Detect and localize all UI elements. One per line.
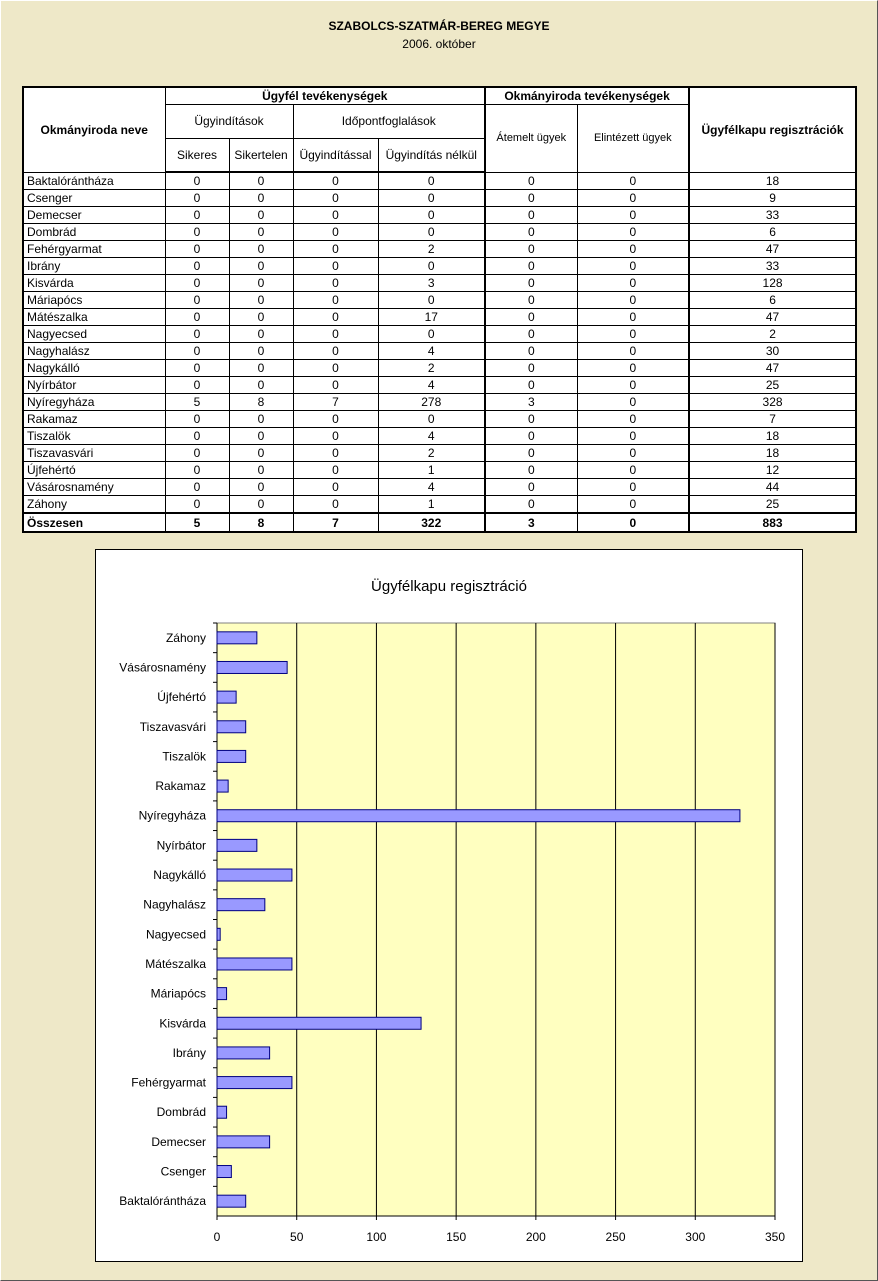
- office-name-cell: Záhony: [23, 496, 165, 514]
- value-cell: 0: [229, 258, 293, 275]
- office-name-cell: Fehérgyarmat: [23, 241, 165, 258]
- value-cell: 0: [577, 411, 689, 428]
- value-cell: 0: [229, 172, 293, 190]
- value-cell: 0: [165, 172, 229, 190]
- bar: [217, 1047, 270, 1059]
- chart-title: Ügyfélkapu regisztráció: [371, 578, 527, 595]
- value-cell: 8: [229, 513, 293, 532]
- y-category-label: Mátészalka: [145, 956, 206, 971]
- value-cell: 0: [485, 275, 577, 292]
- bar: [217, 1077, 292, 1089]
- header-office-activities: Okmányiroda tevékenységek: [485, 87, 689, 104]
- value-cell: 0: [293, 326, 378, 343]
- table-row: [23, 326, 856, 343]
- bar: [217, 1106, 227, 1118]
- office-name-cell: Tiszalök: [23, 428, 165, 445]
- value-cell: 0: [229, 207, 293, 224]
- value-cell: 0: [577, 207, 689, 224]
- value-cell: 2: [689, 326, 856, 343]
- value-cell: 0: [229, 479, 293, 496]
- bar: [217, 750, 246, 762]
- value-cell: 0: [293, 258, 378, 275]
- value-cell: 0: [229, 190, 293, 207]
- value-cell: 0: [485, 190, 577, 207]
- header-fail: Sikertelen: [229, 138, 293, 172]
- value-cell: 47: [689, 360, 856, 377]
- office-name-cell: Dombrád: [23, 224, 165, 241]
- y-category-label: Tiszalök: [162, 749, 206, 764]
- table-row: [23, 224, 856, 241]
- value-cell: 883: [689, 513, 856, 532]
- value-cell: 0: [229, 462, 293, 479]
- value-cell: 0: [485, 292, 577, 309]
- value-cell: 0: [485, 360, 577, 377]
- value-cell: 0: [293, 275, 378, 292]
- page-title: SZABOLCS-SZATMÁR-BEREG MEGYE: [328, 19, 550, 33]
- value-cell: 0: [293, 377, 378, 394]
- value-cell: 0: [485, 496, 577, 514]
- value-cell: 12: [689, 462, 856, 479]
- value-cell: 0: [577, 445, 689, 462]
- bar: [217, 1166, 231, 1178]
- value-cell: 0: [165, 241, 229, 258]
- value-cell: 0: [378, 411, 485, 428]
- office-name-cell: Tiszavasvári: [23, 445, 165, 462]
- value-cell: 3: [378, 275, 485, 292]
- value-cell: 0: [577, 496, 689, 514]
- header-client-activities: Ügyfél tevékenységek: [165, 87, 485, 104]
- value-cell: 0: [229, 445, 293, 462]
- value-cell: 47: [689, 309, 856, 326]
- value-cell: 18: [689, 445, 856, 462]
- value-cell: 7: [293, 513, 378, 532]
- office-name-cell: Rakamaz: [23, 411, 165, 428]
- value-cell: 0: [577, 479, 689, 496]
- value-cell: 0: [485, 479, 577, 496]
- value-cell: 0: [577, 292, 689, 309]
- value-cell: 0: [293, 479, 378, 496]
- value-cell: 0: [485, 445, 577, 462]
- value-cell: 0: [165, 496, 229, 514]
- value-cell: 0: [485, 377, 577, 394]
- table-row: [23, 445, 856, 462]
- value-cell: 8: [229, 394, 293, 411]
- office-name-cell: Ibrány: [23, 258, 165, 275]
- table-row: [23, 275, 856, 292]
- header-completed: Elintézett ügyek: [577, 104, 689, 172]
- value-cell: 0: [165, 479, 229, 496]
- registration-table: [22, 86, 857, 533]
- header-office: Okmányiroda neve: [23, 87, 165, 172]
- office-name-cell: Újfehértó: [23, 462, 165, 479]
- value-cell: 0: [577, 343, 689, 360]
- y-category-label: Csenger: [160, 1164, 206, 1179]
- bar: [217, 661, 287, 673]
- value-cell: 322: [378, 513, 485, 532]
- table-body: [23, 172, 856, 532]
- value-cell: 0: [229, 428, 293, 445]
- table-row: [23, 496, 856, 514]
- table-row: [23, 190, 856, 207]
- x-tick-label: 150: [446, 1230, 467, 1244]
- header-transferred: Átemelt ügyek: [485, 104, 577, 172]
- y-category-label: Fehérgyarmat: [131, 1075, 206, 1090]
- value-cell: 0: [165, 224, 229, 241]
- value-cell: 0: [378, 224, 485, 241]
- value-cell: 18: [689, 428, 856, 445]
- value-cell: 0: [577, 172, 689, 190]
- value-cell: 25: [689, 377, 856, 394]
- table-row: [23, 377, 856, 394]
- table-row: [23, 241, 856, 258]
- value-cell: 0: [378, 190, 485, 207]
- bar: [217, 869, 292, 881]
- y-category-label: Ibrány: [172, 1045, 206, 1060]
- bar: [217, 958, 292, 970]
- bar: [217, 691, 236, 703]
- value-cell: 0: [229, 309, 293, 326]
- header-with-init: Ügyindítással: [293, 138, 378, 172]
- value-cell: 0: [485, 428, 577, 445]
- value-cell: 6: [689, 292, 856, 309]
- value-cell: 0: [577, 224, 689, 241]
- value-cell: 0: [229, 411, 293, 428]
- table-total-row: [23, 513, 856, 532]
- value-cell: 47: [689, 241, 856, 258]
- office-name-cell: Csenger: [23, 190, 165, 207]
- value-cell: 0: [165, 292, 229, 309]
- value-cell: 0: [229, 326, 293, 343]
- office-name-cell: Nyírbátor: [23, 377, 165, 394]
- y-category-label: Nagyhalász: [143, 897, 206, 912]
- y-category-label: Vásárosnamény: [119, 660, 206, 675]
- y-category-label: Nyírbátor: [156, 838, 206, 853]
- x-tick-label: 200: [525, 1230, 546, 1244]
- office-name-cell: Baktalórántháza: [23, 172, 165, 190]
- header-registrations: Ügyfélkapu regisztrációk: [689, 87, 856, 172]
- value-cell: 0: [293, 207, 378, 224]
- value-cell: 6: [689, 224, 856, 241]
- value-cell: 0: [293, 360, 378, 377]
- value-cell: 0: [293, 343, 378, 360]
- value-cell: 1: [378, 496, 485, 514]
- value-cell: 0: [577, 377, 689, 394]
- value-cell: 0: [378, 172, 485, 190]
- value-cell: 0: [577, 360, 689, 377]
- office-name-cell: Vásárosnamény: [23, 479, 165, 496]
- bar: [217, 1017, 421, 1029]
- table-row: [23, 309, 856, 326]
- value-cell: 2: [378, 445, 485, 462]
- office-name-cell: Nagyhalász: [23, 343, 165, 360]
- bar: [217, 899, 265, 911]
- value-cell: 0: [165, 343, 229, 360]
- bar: [217, 780, 228, 792]
- value-cell: 0: [485, 411, 577, 428]
- bar: [217, 1195, 246, 1207]
- y-category-label: Dombrád: [156, 1105, 206, 1120]
- office-name-cell: Nagykálló: [23, 360, 165, 377]
- bar: [217, 928, 220, 940]
- value-cell: 0: [293, 292, 378, 309]
- table-row: [23, 343, 856, 360]
- value-cell: 0: [229, 377, 293, 394]
- value-cell: 4: [378, 343, 485, 360]
- value-cell: 0: [293, 445, 378, 462]
- value-cell: 328: [689, 394, 856, 411]
- value-cell: 0: [293, 428, 378, 445]
- plot-area: [217, 623, 775, 1216]
- value-cell: 0: [165, 377, 229, 394]
- value-cell: 4: [378, 428, 485, 445]
- value-cell: 0: [165, 207, 229, 224]
- header-appointments: Időpontfoglalások: [293, 104, 485, 138]
- value-cell: 0: [165, 326, 229, 343]
- value-cell: 0: [378, 292, 485, 309]
- chart-panel: [95, 549, 803, 1262]
- value-cell: 0: [485, 343, 577, 360]
- x-tick-label: 0: [213, 1230, 221, 1244]
- office-name-cell: Máriapócs: [23, 292, 165, 309]
- value-cell: 0: [165, 190, 229, 207]
- value-cell: 0: [165, 428, 229, 445]
- value-cell: 0: [229, 224, 293, 241]
- value-cell: 0: [293, 462, 378, 479]
- value-cell: 3: [485, 513, 577, 532]
- value-cell: 0: [293, 411, 378, 428]
- office-name-cell: Nagyecsed: [23, 326, 165, 343]
- value-cell: 17: [378, 309, 485, 326]
- value-cell: 0: [378, 207, 485, 224]
- x-tick-label: 350: [764, 1230, 786, 1244]
- page-subtitle: 2006. október: [402, 37, 476, 51]
- office-name-cell: Demecser: [23, 207, 165, 224]
- bar: [217, 1136, 270, 1148]
- value-cell: 0: [229, 241, 293, 258]
- value-cell: 0: [165, 360, 229, 377]
- value-cell: 0: [577, 394, 689, 411]
- value-cell: 0: [577, 190, 689, 207]
- value-cell: 0: [165, 445, 229, 462]
- value-cell: 0: [485, 241, 577, 258]
- value-cell: 0: [577, 275, 689, 292]
- value-cell: 0: [378, 326, 485, 343]
- table-row: [23, 258, 856, 275]
- value-cell: 7: [689, 411, 856, 428]
- bar: [217, 632, 257, 644]
- value-cell: 0: [293, 172, 378, 190]
- value-cell: 0: [485, 224, 577, 241]
- value-cell: 0: [378, 258, 485, 275]
- value-cell: 1: [378, 462, 485, 479]
- value-cell: 0: [577, 326, 689, 343]
- y-category-label: Nagykálló: [153, 868, 206, 883]
- y-category-label: Rakamaz: [155, 779, 206, 794]
- value-cell: 0: [577, 241, 689, 258]
- table-row: [23, 172, 856, 190]
- value-cell: 0: [229, 496, 293, 514]
- value-cell: 0: [577, 513, 689, 532]
- table-row: [23, 394, 856, 411]
- value-cell: 0: [485, 207, 577, 224]
- value-cell: 25: [689, 496, 856, 514]
- value-cell: 0: [229, 360, 293, 377]
- y-category-label: Demecser: [151, 1134, 206, 1149]
- header-success: Sikeres: [165, 138, 229, 172]
- table-row: [23, 462, 856, 479]
- header-initiations: Ügyindítások: [165, 104, 293, 138]
- bar: [217, 810, 740, 822]
- value-cell: 0: [485, 309, 577, 326]
- x-tick-label: 100: [366, 1230, 387, 1244]
- table-row: [23, 479, 856, 496]
- value-cell: 0: [293, 496, 378, 514]
- x-tick-label: 50: [290, 1230, 304, 1244]
- value-cell: 0: [485, 462, 577, 479]
- y-category-label: Máriapócs: [150, 986, 206, 1001]
- value-cell: 0: [293, 241, 378, 258]
- value-cell: 4: [378, 377, 485, 394]
- value-cell: 0: [293, 309, 378, 326]
- value-cell: 0: [577, 258, 689, 275]
- x-tick-label: 300: [685, 1230, 706, 1244]
- y-category-label: Záhony: [165, 630, 206, 645]
- value-cell: 0: [485, 172, 577, 190]
- value-cell: 278: [378, 394, 485, 411]
- y-category-label: Kisvárda: [159, 1016, 206, 1031]
- value-cell: 0: [293, 224, 378, 241]
- header-without-init: Ügyindítás nélkül: [378, 138, 485, 172]
- y-category-label: Baktalórántháza: [119, 1194, 206, 1209]
- value-cell: 2: [378, 360, 485, 377]
- value-cell: 5: [165, 394, 229, 411]
- office-name-cell: Nyíregyháza: [23, 394, 165, 411]
- table-row: [23, 411, 856, 428]
- value-cell: 0: [165, 275, 229, 292]
- value-cell: 0: [485, 258, 577, 275]
- value-cell: 33: [689, 258, 856, 275]
- value-cell: 0: [577, 309, 689, 326]
- value-cell: 44: [689, 479, 856, 496]
- value-cell: 0: [229, 343, 293, 360]
- value-cell: 128: [689, 275, 856, 292]
- value-cell: 0: [577, 462, 689, 479]
- value-cell: 0: [229, 275, 293, 292]
- value-cell: 0: [229, 292, 293, 309]
- x-tick-label: 250: [605, 1230, 626, 1244]
- table-row: [23, 428, 856, 445]
- office-name-cell: Összesen: [23, 513, 165, 532]
- value-cell: 0: [165, 258, 229, 275]
- table-row: [23, 207, 856, 224]
- y-category-label: Nagyecsed: [145, 927, 206, 942]
- y-category-label: Újfehértó: [157, 690, 206, 705]
- value-cell: 9: [689, 190, 856, 207]
- value-cell: 33: [689, 207, 856, 224]
- value-cell: 7: [293, 394, 378, 411]
- y-category-label: Tiszavasvári: [139, 719, 206, 734]
- value-cell: 2: [378, 241, 485, 258]
- value-cell: 0: [485, 326, 577, 343]
- bar: [217, 988, 227, 1000]
- value-cell: 30: [689, 343, 856, 360]
- office-name-cell: Kisvárda: [23, 275, 165, 292]
- value-cell: 18: [689, 172, 856, 190]
- bar: [217, 839, 257, 851]
- table-row: [23, 292, 856, 309]
- value-cell: 0: [165, 309, 229, 326]
- value-cell: 0: [293, 190, 378, 207]
- value-cell: 5: [165, 513, 229, 532]
- bar: [217, 721, 246, 733]
- value-cell: 0: [165, 411, 229, 428]
- value-cell: 4: [378, 479, 485, 496]
- value-cell: 0: [577, 428, 689, 445]
- value-cell: 3: [485, 394, 577, 411]
- y-category-label: Nyíregyháza: [138, 808, 206, 823]
- table-row: [23, 360, 856, 377]
- registration-chart: [96, 550, 802, 1261]
- office-name-cell: Mátészalka: [23, 309, 165, 326]
- value-cell: 0: [165, 462, 229, 479]
